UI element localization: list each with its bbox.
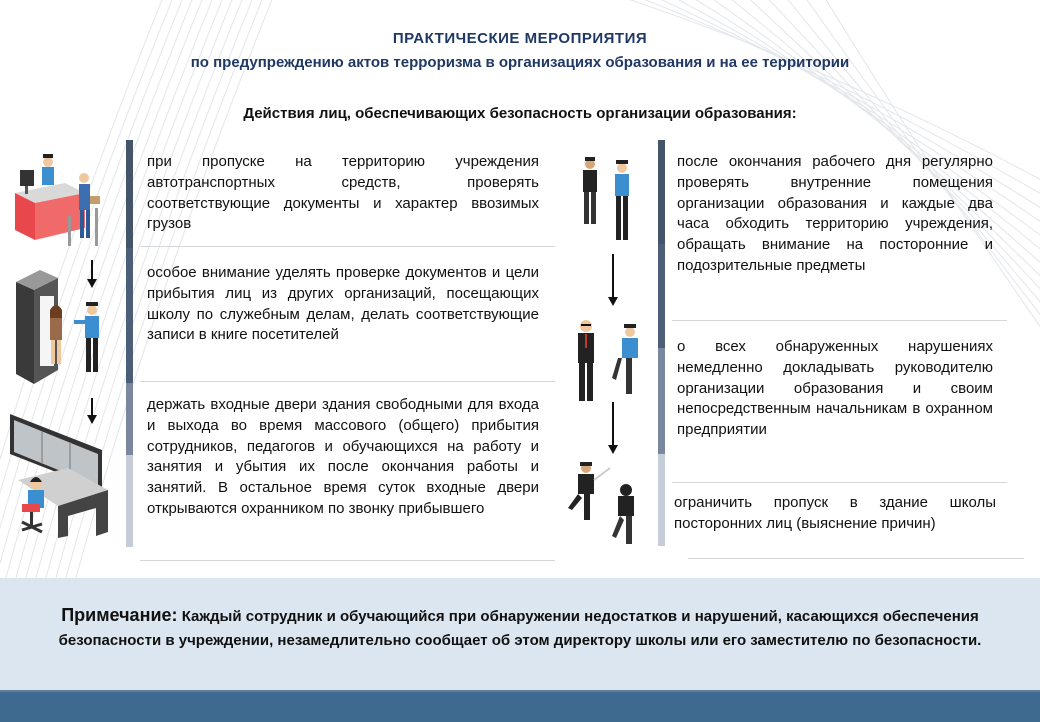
note-label: Примечание: bbox=[61, 605, 178, 625]
timeline-bar-1 bbox=[658, 140, 665, 244]
left-item-3-text: держать входные двери здания свободными для входа и выхода во время массового (общего) прибытия сотрудников, педагогов и обучающихся на работу и занятия и убытия их после окончания работы и занятий. В остальное время суток входные двери открываются охранником по звонку прибывшего bbox=[147, 396, 539, 517]
page-subtitle: по предупреждению актов терроризма в организациях образования и на ее территории bbox=[190, 54, 850, 71]
right-item-2-text: о всех обнаруженных нарушениях немедленно докладывать руководителю организации образования и своим непосредственным начальникам в охранном предприятии bbox=[677, 338, 993, 439]
arrow-down-icon bbox=[612, 402, 614, 452]
cctv-operator-illustration bbox=[8, 410, 112, 540]
right-column bbox=[560, 140, 1040, 570]
patrol-guards-illustration bbox=[576, 154, 646, 244]
timeline-bar-3 bbox=[658, 348, 665, 454]
separator bbox=[672, 320, 1007, 321]
section-heading: Действия лиц, обеспечивающих безопасность организации образования: bbox=[243, 105, 797, 122]
separator bbox=[688, 558, 1024, 559]
timeline-bar-2 bbox=[658, 244, 665, 348]
right-item-1-text: после окончания рабочего дня регулярно проверять внутренние помещения организации образования и каждые два часа обходить территорию учреждения, обращать внимание на посторонние и подозрительные предметы bbox=[677, 153, 993, 274]
note-block bbox=[40, 603, 1000, 653]
right-item-3-text: ограничить пропуск в здание школы посторонних лиц (выяснение причин) bbox=[674, 494, 996, 532]
timeline-bar-1 bbox=[126, 140, 133, 248]
timeline-bar-3 bbox=[126, 383, 133, 455]
timeline-bar-2 bbox=[126, 248, 133, 383]
separator bbox=[140, 381, 555, 382]
left-item-1-text: при пропуске на территорию учреждения автотранспортных средств, проверять соответствующие документы и характер ввозимых грузов bbox=[147, 153, 539, 233]
page-title: ПРАКТИЧЕСКИЕ МЕРОПРИЯТИЯ bbox=[392, 30, 648, 47]
reception-desk-illustration bbox=[10, 148, 110, 248]
separator bbox=[672, 482, 1007, 483]
timeline-bar-4 bbox=[658, 454, 665, 546]
timeline-bar-4 bbox=[126, 455, 133, 547]
guard-reporting-illustration bbox=[572, 318, 652, 408]
guard-chasing-intruder-illustration bbox=[564, 460, 654, 548]
footer-bar bbox=[0, 690, 1040, 722]
metal-detector-illustration bbox=[12, 266, 112, 386]
note-text: Каждый сотрудник и обучающийся при обнаружении недостатков и нарушений, касающихся обеспечения безопасности в учреждении, незамедлительно сообщает об этом директору школы или его заместителю по безопасности. bbox=[58, 608, 982, 649]
left-column bbox=[0, 140, 560, 570]
separator bbox=[140, 560, 555, 561]
separator bbox=[140, 246, 555, 247]
left-item-2-text: особое внимание уделять проверке документов и цели прибытия лиц из других организаций, посещающих школу по служебным делам, делать соответствующие записи в книге посетителей bbox=[147, 264, 539, 344]
arrow-down-icon bbox=[612, 254, 614, 304]
